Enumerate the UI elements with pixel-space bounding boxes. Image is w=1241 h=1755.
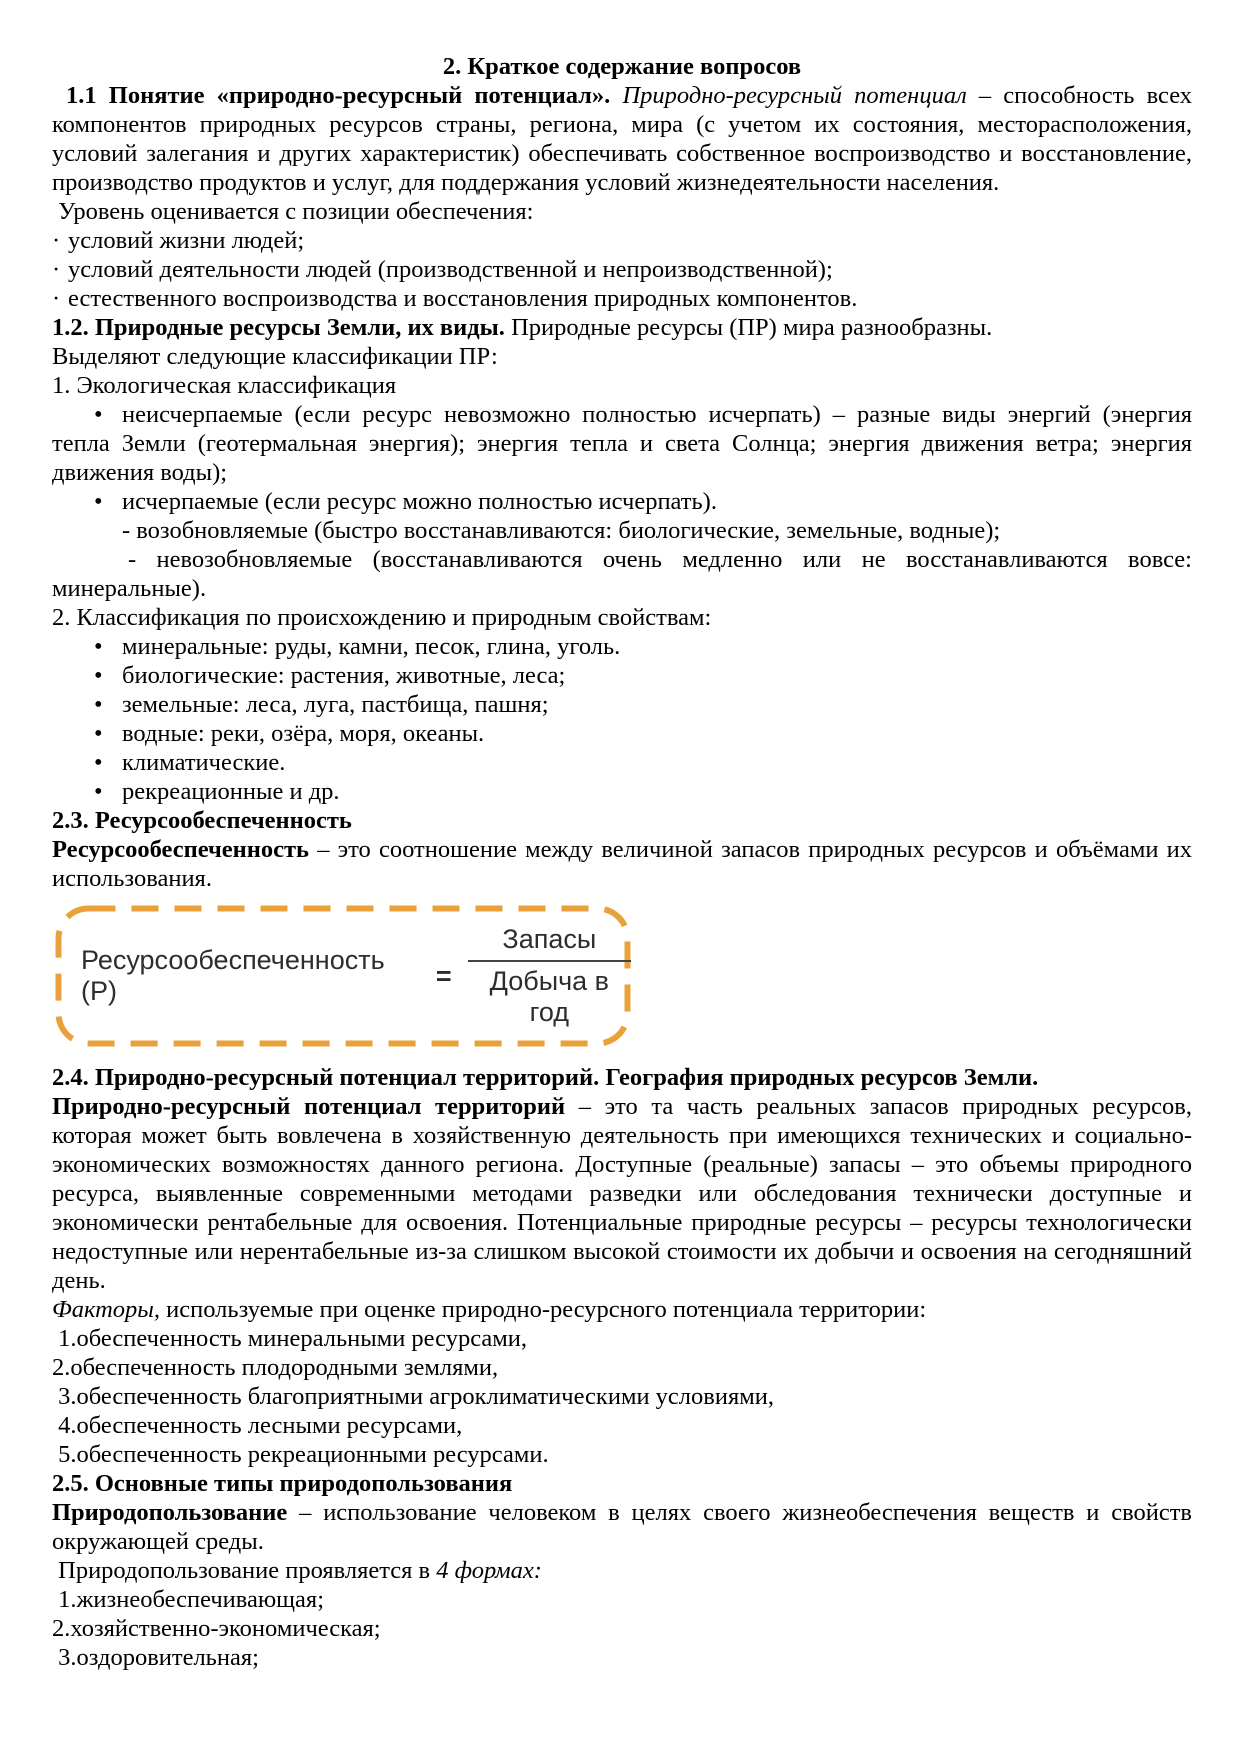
forms-line <box>52 1556 1192 1585</box>
list-item <box>52 226 1192 255</box>
list-item <box>52 284 1192 313</box>
dot-marker-icon: · <box>52 256 61 283</box>
paragraph-1-1-term: Природно-ресурсный потенциал <box>610 82 967 109</box>
paragraph-1-1-lead: 1.1 Понятие «природно-ресурсный потенциал». <box>66 82 611 109</box>
paragraph-2-5 <box>52 1498 1192 1556</box>
factors-body: используемые при оценке природно-ресурсного потенциала территории: <box>160 1296 927 1323</box>
list-item-text: биологические: растения, животные, леса; <box>122 662 566 689</box>
dot-marker-icon: · <box>52 285 61 312</box>
level-line: Уровень оценивается с позиции обеспечения: <box>52 198 534 225</box>
list-item-text: минеральные: руды, камни, песок, глина, уголь. <box>122 633 621 660</box>
numbered-item: 3.оздоровительная; <box>52 1644 259 1671</box>
formula-fraction <box>468 924 631 1028</box>
paragraph-2-3 <box>52 835 1192 893</box>
list-item <box>52 748 1192 777</box>
forms-lead: Природопользование проявляется в <box>52 1557 437 1584</box>
bullet-icon: • <box>94 749 103 776</box>
paragraph-2-5-body: – использование человеком в целях своего жизнеобеспечения веществ и свойств окружающей среды. <box>52 1499 1192 1555</box>
eco-classification-heading: 1. Экологическая классификация <box>52 372 397 399</box>
paragraph-1-2-lead: 1.2. Природные ресурсы Земли, их виды. <box>52 314 505 341</box>
numbered-item: 1.обеспеченность минеральными ресурсами, <box>52 1325 528 1352</box>
section-2-5-heading: 2.5. Основные типы природопользования <box>52 1470 513 1497</box>
forms-italic: 4 формах: <box>436 1557 542 1584</box>
list-item <box>52 719 1192 748</box>
paragraph-2-3-body: – это соотношение между величиной запасов природных ресурсов и объёмами их использования. <box>52 836 1192 892</box>
numbered-item: 4.обеспеченность лесными ресурсами, <box>52 1412 463 1439</box>
paragraph-2-5-lead: Природопользование <box>52 1499 288 1526</box>
numbered-item: 2.обеспеченность плодородными землями, <box>52 1354 499 1381</box>
section-2-4-heading: 2.4. Природно-ресурсный потенциал территорий. География природных ресурсов Земли. <box>52 1064 1039 1091</box>
origin-classification-heading: 2. Классификация по происхождению и природным свойствам: <box>52 604 712 631</box>
list-item <box>52 632 1192 661</box>
paragraph-2-3-lead: Ресурсообеспеченность <box>52 836 310 863</box>
list-item-text: естественного воспроизводства и восстановления природных компонентов. <box>68 285 858 312</box>
factors-lead: Факторы, <box>52 1296 161 1323</box>
classification-intro: Выделяют следующие классификации ПР: <box>52 343 498 370</box>
section-2-3-heading: 2.3. Ресурсообеспеченность <box>52 807 352 834</box>
list-item-text: земельные: леса, луга, пастбища, пашня; <box>122 691 549 718</box>
bullet-icon: • <box>94 720 103 747</box>
page-title: 2. Краткое содержание вопросов <box>442 53 802 80</box>
paragraph-1-2 <box>52 313 1192 342</box>
paragraph-1-1-body: – способность всех компонентов природных ресурсов страны, региона, мира (с учетом их состояния, месторасположения, условий залегания и других характеристик) обеспечивать собственное воспроизводство и восстановление, производство продуктов и услуг, для поддержания условий жизнедеятельности населения. <box>52 82 1193 196</box>
list-item-text: климатические. <box>122 749 286 776</box>
numbered-item: 2.хозяйственно-экономическая; <box>52 1615 381 1642</box>
resource-availability-formula-box <box>55 905 631 1047</box>
dot-marker-icon: · <box>52 227 61 254</box>
bullet-icon: • <box>94 633 103 660</box>
sub-list-item: - возобновляемые (быстро восстанавливаются: биологические, земельные, водные); <box>122 517 1001 544</box>
paragraph-1-2-body: Природные ресурсы (ПР) мира разнообразны. <box>504 314 993 341</box>
list-item <box>52 255 1192 284</box>
fraction-denominator: Добыча в год <box>489 966 610 1027</box>
list-item-text: водные: реки, озёра, моря, океаны. <box>122 720 485 747</box>
numbered-item: 3.обеспеченность благоприятными агроклиматическими условиями, <box>52 1383 774 1410</box>
list-item-text: рекреационные и др. <box>122 778 340 805</box>
list-item-text: условий деятельности людей (производственной и непроизводственной); <box>68 256 833 283</box>
paragraph-1-1 <box>52 81 1192 197</box>
list-item <box>52 777 1192 806</box>
list-item <box>52 487 1192 516</box>
paragraph-2-4-lead: Природно-ресурсный потенциал территорий <box>52 1093 566 1120</box>
formula-lhs: Ресурсообеспеченность (Р) <box>81 945 385 1006</box>
numbered-item: 5.обеспеченность рекреационными ресурсами. <box>52 1441 549 1468</box>
sub-list-item: - невозобновляемые (восстанавливаются очень медленно или не восстанавливаются вовсе: минеральные). <box>52 546 1192 602</box>
list-item-text: условий жизни людей; <box>68 227 305 254</box>
bullet-icon: • <box>94 662 103 689</box>
list-item-text: исчерпаемые (если ресурс можно полностью исчерпать). <box>122 488 717 515</box>
fraction-numerator: Запасы <box>468 924 631 962</box>
list-item <box>52 400 1192 487</box>
list-item-text: неисчерпаемые (если ресурс невозможно полностью исчерпать) – разные виды энергий (энергия тепла Земли (геотермальная энергия); энергия тепла и света Солнца; энергия движения ветра; энергия движения воды); <box>52 401 1192 486</box>
bullet-icon: • <box>94 691 103 718</box>
bullet-icon: • <box>94 401 103 428</box>
list-item <box>52 661 1192 690</box>
equals-sign: = <box>435 960 452 991</box>
paragraph-2-4 <box>52 1092 1192 1295</box>
paragraph-2-4-body: – это та часть реальных запасов природных ресурсов, которая может быть вовлечена в хозяйственную деятельность при имеющихся технических и социально-экономических возможностях данного региона. Доступные (реальные) запасы – это объемы природного ресурса, выявленные современными методами разведки или обследования технически доступные и экономически рентабельные для освоения. Потенциальные природные ресурсы – ресурсы технологически недоступные или нерентабельные из-за слишком высокой стоимости их добычи и освоения на сегодняшний день. <box>52 1093 1193 1294</box>
factors-line <box>52 1295 1192 1324</box>
bullet-icon: • <box>94 778 103 805</box>
list-item <box>52 690 1192 719</box>
bullet-icon: • <box>94 488 103 515</box>
formula <box>55 924 631 1028</box>
numbered-item: 1.жизнеобеспечивающая; <box>52 1586 325 1613</box>
